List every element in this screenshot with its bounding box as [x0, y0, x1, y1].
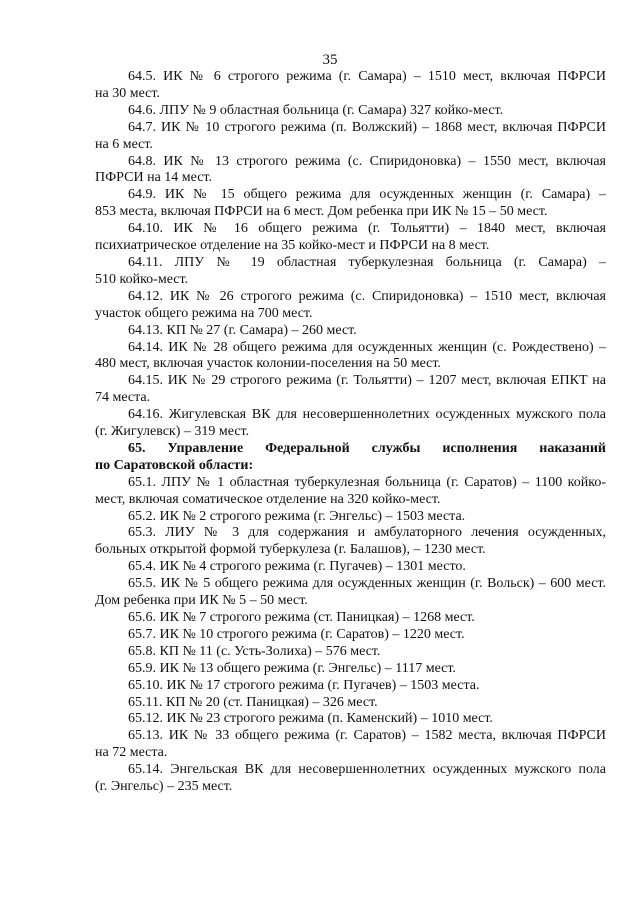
text-line: 74 места.: [95, 390, 151, 406]
list-item: [95, 407, 606, 441]
text-line: 510 койко-мест.: [95, 271, 189, 287]
list-item: [95, 610, 606, 627]
text-line: 65.3. ЛИУ № 3 для содержания и амбулаторного лечения осужденных,: [128, 525, 606, 541]
text-line: 65.13. ИК № 33 общего режима (г. Саратов) – 1582 места, включая ПФРСИ: [128, 728, 606, 744]
text-line: 64.16. Жигулевская ВК для несовершеннолетних осужденных мужского пола: [128, 407, 606, 423]
list-item: [95, 221, 606, 255]
text-line: 65.9. ИК № 13 общего режима (г. Энгельс) – 1117 мест.: [128, 660, 456, 676]
list-item: [95, 576, 606, 610]
text-line: 64.5. ИК № 6 строгого режима (г. Самара) – 1510 мест, включая ПФРСИ: [128, 69, 606, 84]
list-item: [95, 728, 606, 762]
text-line: на 6 мест.: [95, 136, 153, 152]
list-item: [95, 340, 606, 374]
text-line: ПФРСИ на 14 мест.: [95, 170, 212, 186]
list-item: [95, 525, 606, 559]
list-item: [95, 323, 606, 340]
text-line: мест, включая соматическое отделение на 320 койко-мест.: [95, 491, 441, 507]
text-line: 64.11. ЛПУ № 19 областная туберкулезная больница (г. Самара) –: [128, 254, 606, 270]
section-heading: [95, 441, 606, 475]
list-item: [95, 559, 606, 576]
list-item: [95, 711, 606, 728]
text-line: 64.15. ИК № 29 строгого режима (г. Тольятти) – 1207 мест, включая ЕПКТ на: [128, 373, 606, 389]
text-line: 64.6. ЛПУ № 9 областная больница (г. Самара) 327 койко-мест.: [128, 102, 504, 118]
list-item: [95, 187, 606, 221]
text-line: 65.7. ИК № 10 строгого режима (г. Саратов) – 1220 мест.: [128, 626, 465, 642]
text-line: участок общего режима на 700 мест.: [95, 305, 313, 321]
text-line: 853 места, включая ПФРСИ на 6 мест. Дом ребенка при ИК № 15 – 50 мест.: [95, 204, 548, 220]
text-line: 65.11. КП № 20 (ст. Паницкая) – 326 мест.: [128, 694, 378, 710]
text-line: 65.10. ИК № 17 строгого режима (г. Пугачев) – 1503 места.: [128, 677, 480, 693]
list-item: [95, 762, 606, 796]
list-item: [95, 120, 606, 154]
text-line: (г. Жигулевск) – 319 мест.: [95, 424, 250, 440]
text-line: на 72 места.: [95, 745, 168, 761]
list-item: [95, 255, 606, 289]
text-line: на 30 мест.: [95, 85, 160, 101]
list-item: [95, 154, 606, 188]
text-line: 65.12. ИК № 23 строгого режима (п. Каменский) – 1010 мест.: [128, 711, 493, 727]
list-item: [95, 509, 606, 526]
list-item: [95, 103, 606, 120]
list-item: [95, 661, 606, 678]
list-item: [95, 678, 606, 695]
document-body: [95, 69, 606, 796]
text-line: 65. Управление Федеральной службы исполнения наказаний: [128, 440, 606, 456]
text-line: 65.1. ЛПУ № 1 областная туберкулезная больница (г. Саратов) – 1100 койко-: [128, 474, 606, 490]
text-line: (г. Энгельс) – 235 мест.: [95, 779, 233, 795]
list-item: [95, 69, 606, 103]
text-line: 64.9. ИК № 15 общего режима для осужденных женщин (г. Самара) –: [128, 187, 606, 203]
text-line: 65.6. ИК № 7 строгого режима (ст. Паницкая) – 1268 мест.: [128, 610, 475, 625]
text-line: 65.2. ИК № 2 строгого режима (г. Энгельс) – 1503 места.: [128, 508, 466, 524]
page-number: 35: [322, 52, 338, 68]
list-item: [95, 627, 606, 644]
text-line: 65.5. ИК № 5 общего режима для осужденных женщин (г. Вольск) – 600 мест.: [128, 576, 606, 592]
text-line: 64.10. ИК № 16 общего режима (г. Тольятти) – 1840 мест, включая: [128, 221, 606, 237]
text-line: по Саратовской области:: [95, 457, 254, 473]
list-item: [95, 373, 606, 407]
text-line: психиатрическое отделение на 35 койко-мест и ПФРСИ на 8 мест.: [95, 238, 490, 254]
text-line: 64.12. ИК № 26 строгого режима (с. Спиридоновка) – 1510 мест, включая: [128, 288, 606, 304]
list-item: [95, 475, 606, 509]
text-line: 480 мест, включая участок колонии-поселения на 50 мест.: [95, 356, 441, 372]
text-line: 65.14. Энгельская ВК для несовершеннолетних осужденных мужского пола: [128, 762, 606, 778]
list-item: [95, 695, 606, 712]
text-line: 65.8. КП № 11 (с. Усть-Золиха) – 576 мест.: [128, 643, 381, 659]
text-line: 64.13. КП № 27 (г. Самара) – 260 мест.: [128, 322, 357, 338]
text-line: 65.4. ИК № 4 строгого режима (г. Пугачев) – 1301 место.: [128, 559, 466, 575]
text-line: 64.14. ИК № 28 общего режима для осужденных женщин (с. Рождествено) –: [128, 339, 606, 355]
text-line: 64.7. ИК № 10 строгого режима (п. Волжский) – 1868 мест, включая ПФРСИ: [128, 119, 606, 135]
list-item: [95, 644, 606, 661]
text-line: больных открытой формой туберкулеза (г. Балашов), – 1230 мест.: [95, 542, 486, 558]
list-item: [95, 289, 606, 323]
text-line: 64.8. ИК № 13 строгого режима (с. Спиридоновка) – 1550 мест, включая: [128, 153, 606, 169]
text-line: Дом ребенка при ИК № 5 – 50 мест.: [95, 593, 308, 609]
